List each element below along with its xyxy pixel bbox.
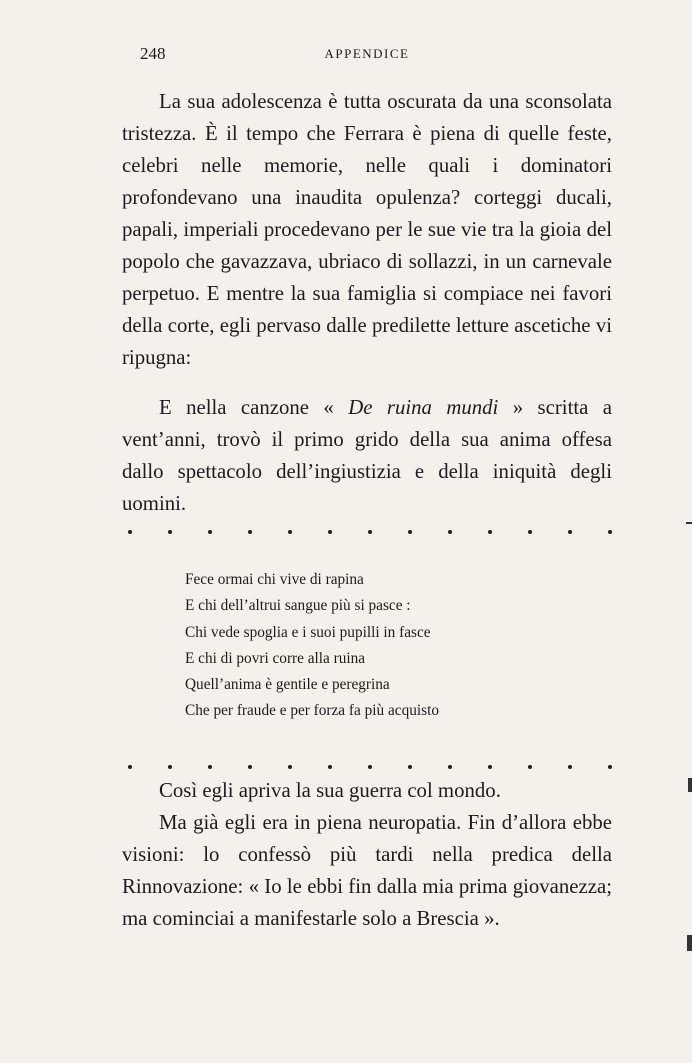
verse-line: Chi vede spoglia e i suoi pupilli in fasce (185, 623, 431, 641)
verse-quotation (185, 567, 439, 725)
verse-line: Che per fraude e per forza fa più acquisto (185, 702, 439, 720)
ellipsis-row-bottom (128, 765, 612, 769)
ellipsis-dot (568, 530, 572, 534)
ellipsis-dot (608, 530, 612, 534)
ellipsis-dot (128, 765, 132, 769)
scan-edge-mark (687, 935, 692, 951)
ellipsis-dot (288, 765, 292, 769)
ellipsis-dot (448, 530, 452, 534)
paragraph (122, 392, 612, 520)
ellipsis-row-top (128, 530, 612, 534)
paragraph: La sua adolescenza è tutta oscurata da una sconsolata tristezza. È il tempo che Ferrara è piena di quelle feste, celebri nelle memorie, nelle quali i dominatori profondevano una inaudita opulenza? corteggi ducali, papali, imperiali procedevano per le sue vie tra la gioia del popolo che gavazzava, ubriaco di sollazzi, in un carnevale perpetuo. E mentre la sua famiglia si compiace nei favori della corte, egli pervaso dalle predilette letture ascetiche vi ripugna: (122, 90, 612, 369)
paragraph-text-after: » scritta a vent’anni, trovò il primo grido della sua anima offesa dallo spettacolo dell’ingiustizia e della iniquità degli uomini. (122, 396, 612, 515)
ellipsis-dot (408, 765, 412, 769)
ellipsis-dot (248, 530, 252, 534)
ellipsis-dot (168, 765, 172, 769)
ellipsis-dot (288, 530, 292, 534)
scan-edge-mark (688, 778, 692, 792)
page-header (122, 44, 612, 68)
verse-line: E chi dell’altrui sangue più si pasce : (185, 597, 411, 615)
canzone-paragraph-block (122, 392, 612, 520)
ellipsis-dot (328, 765, 332, 769)
paragraph: Ma già egli era in piena neuropatia. Fin d’allora ebbe visioni: lo confessò più tardi nella predica della Rinnovazione: « Io le ebbi fin dalla mia prima giovanezza; ma cominciai a manifestarle solo a Brescia ». (122, 811, 612, 930)
ellipsis-dot (448, 765, 452, 769)
ellipsis-dot (488, 530, 492, 534)
ellipsis-dot (488, 765, 492, 769)
ellipsis-dot (608, 765, 612, 769)
ellipsis-dot (128, 530, 132, 534)
verse-line: E chi di povri corre alla ruina (185, 649, 366, 667)
ellipsis-dot (408, 530, 412, 534)
scan-edge-mark (686, 522, 692, 524)
page-number: 248 (140, 44, 166, 63)
ellipsis-dot (568, 765, 572, 769)
ellipsis-dot (168, 530, 172, 534)
running-head: APPENDICE (324, 46, 410, 61)
ellipsis-dot (248, 765, 252, 769)
opening-paragraph-block (122, 86, 612, 374)
ellipsis-dot (368, 765, 372, 769)
verse-line: Fece ormai chi vive di rapina (185, 571, 364, 588)
paragraph: Così egli apriva la sua guerra col mondo. (159, 779, 501, 802)
ellipsis-dot (328, 530, 332, 534)
ellipsis-dot (208, 765, 212, 769)
paragraph-text-before: E nella canzone « (159, 396, 349, 419)
poem-title: De ruina mundi (348, 396, 499, 419)
closing-paragraph-block (122, 775, 612, 935)
ellipsis-dot (528, 530, 532, 534)
ellipsis-dot (208, 530, 212, 534)
ellipsis-dot (528, 765, 532, 769)
verse-line: Quell’anima è gentile e peregrina (185, 676, 390, 694)
ellipsis-dot (368, 530, 372, 534)
